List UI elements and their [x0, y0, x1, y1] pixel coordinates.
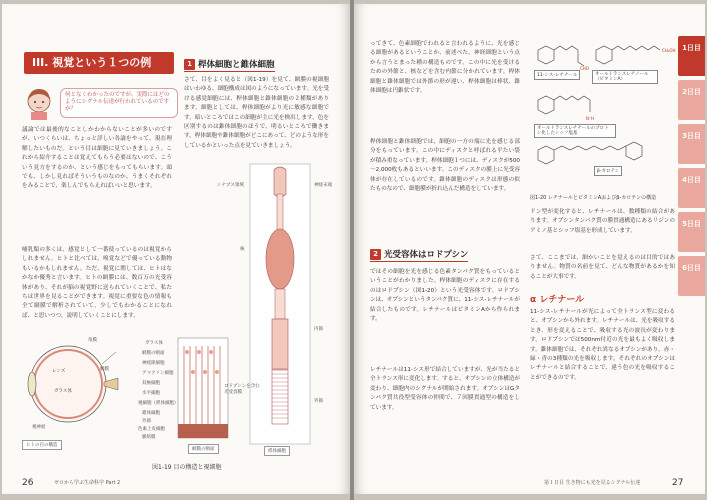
retina-cross-section-diagram	[178, 338, 228, 438]
subsection-3-title: α レチナール	[530, 295, 585, 305]
retina-label-amacrine: アマクリン細胞	[142, 371, 174, 376]
disc-paragraph: 桿体細胞と錐体細胞では、細胞の一方の端に光を感じる部分をもっています。この中にディスクと呼ばれる平たい袋が積み重なっています。桿体細胞１つには、ディスクが500～2,000枚もあるといいます。このディスクの膜上に光受容体が存在しているのです。錐体細胞のディスクは形態の似たものなので、細胞膜が折れ込んだ構造をしています。	[370, 139, 520, 193]
subsection-1-title: 桿体細胞と錐体細胞	[198, 60, 275, 70]
right-running-footer: 第１日目 生き物にも光を見るシグナル伝達	[544, 480, 641, 486]
rod-label-nucleus: 核	[240, 247, 245, 252]
eye-diagram-caption: ヒトの目の構造	[22, 440, 62, 450]
chem-label-schiff-base: オールトランスレチナールのプロトン化したシッフ塩基	[534, 124, 616, 138]
subsection-1-number: 1	[184, 59, 195, 70]
retina-label-vitreous: ガラス体	[145, 341, 163, 346]
rod-label-synapse: シナプス領域	[217, 183, 244, 188]
retina-label-section: 網膜の断面	[142, 351, 165, 356]
summary-paragraph: さて、ここまでは、細かいことを覚えるのは目的ではありません。物質の名前を見て、どんな物質があるかを知ることが大事です。	[530, 255, 675, 280]
question-bubble: 何となくわかったのですが、実際にはどのようにシグナル伝達が行われているのですか？	[60, 88, 178, 118]
day-tab-3[interactable]: 3日目	[678, 124, 705, 164]
svg-text:CHO: CHO	[580, 66, 589, 71]
eye-label-cornea: 角膜	[88, 338, 97, 343]
figure-1-19-caption: 図1-19 目の構造と視細胞	[152, 464, 222, 471]
retina-label-ganglion: 神経節細胞	[142, 361, 165, 366]
chem-label-vitamin-a: オールトランスレチノール（ビタミンA）	[592, 70, 658, 84]
subsection-2-number: 2	[370, 249, 381, 260]
eye-label-lens: レンズ	[52, 369, 66, 374]
svg-text:CH₂OH: CH₂OH	[662, 48, 676, 53]
retinal-isomer-paragraph: レチナールは11-シス形で結合していますが、光が当たると全トランス形に変化します。すると、オプシンの立体構造が変わり、細胞内のシグナルが開始されます。オプシンはGタンパク質共役型受容体の仲間で、７回膜貫通型の構造をしています。	[370, 367, 520, 411]
left-running-footer: ゼロから学ぶ生命科学 Part 2	[54, 480, 121, 486]
subsection-1-heading	[184, 58, 275, 72]
svg-text:N⁺H: N⁺H	[586, 116, 595, 121]
section-title: III. 視覚という１つの例	[24, 52, 174, 74]
eye-label-retina: 網膜	[100, 367, 109, 372]
rod-label-rhodopsin-disc: ロドプシンを含む光受容膜	[224, 384, 260, 395]
rod-diagram-caption: 桿体細胞	[264, 446, 290, 456]
chem-label-11-cis-retinal: 11-シス-レチナール	[534, 70, 580, 80]
eye-label-vitreous: ガラス体	[54, 389, 72, 394]
schiff-base-paragraph: ドン型が変化すると、レチナールは、数種類の結合があります。オプシンタンパク質の膜貫通構造にあるリジンのアミノ基とシッフ塩基を形成しています。	[530, 209, 675, 234]
rod-label-outer-segment: 外節	[314, 399, 323, 404]
right-page	[354, 4, 705, 494]
retina-diagram-caption: 網膜の断面	[188, 444, 219, 454]
student-character-icon	[22, 86, 56, 120]
retina-label-rod: 視細胞（桿体細胞）	[138, 401, 179, 406]
eye-label-optic-nerve: 視神経	[32, 425, 46, 430]
subsection-1-paragraph: さて、目をよく見ると（図1-19）を見て、網膜の視細胞はいわゆる、細胞構成は図のようになっています。光を受ける感覚細胞には、桿体細胞と錐体細胞の２種類があります。細胞としては、桿体細胞がより光に敏感な細胞です。暗いところではこの細胞が主に光を検出します。色を区別するのは錐体細胞のほうで、明るいところで働きます。桿体細胞や錐体細胞がどこにあって、どのような形をしているかといった点を見ていきましょう。	[184, 77, 329, 149]
chem-label-beta-carotene: β-カロテン	[594, 166, 622, 176]
eye-structure-diagram	[18, 334, 118, 434]
left-page	[2, 4, 350, 494]
day-tab-2[interactable]: 2日目	[678, 80, 705, 120]
retina-label-choroid: 脈絡膜	[142, 435, 156, 440]
day-tab-5[interactable]: 5日目	[678, 212, 705, 252]
day-tab-6[interactable]: 6日目	[678, 256, 705, 296]
day-tab-1[interactable]: 1日目	[678, 36, 705, 76]
retina-label-pigment: 色素上皮細胞	[138, 427, 165, 432]
left-page-number: 26	[22, 478, 34, 488]
rhodopsin-paragraph: ではその細胞を光を感じる色素タンパク質をもっているということがわかりました。桿体細胞のディスクに存在するのはロドプシン（図1-20）という光受容体です。ロドプシンは、オプシンというタンパク質に、11-シス-レチナールが結合したものです。レチナールはビタミンAから作られます。	[370, 269, 520, 323]
subsection-2-heading	[370, 248, 468, 262]
rod-continued-paragraph: ってきて、色素細胞でわれると言われるように、光を感じる細胞があるということか、前述べた、神経細胞という点から言うとまった種の構造ものです。この中に光を受けるための外節と、核などを含む内節に分かれています。桿体細胞と錐体細胞では外節の形が違い、桿体細胞は棒状、錐体細胞は円錐状です。	[370, 41, 520, 95]
retina-label-cone: 錐体細胞	[142, 411, 160, 416]
intro-paragraph: 議論では最後的なことしかわからないことが多いのですが、いつくらいは、ちょっと詳しい各論をやって、現在理解したいものだ。という目は細胞に見ていきましょう。これから紹介することは覚えてもらう必要はないので、こういう見方をするのか、という感じをもってもらいます。頭でも、しかし見ればそういうものなのか、うまくそれぞれをみることで、楽しんでもらえればいいと思います。	[22, 127, 172, 190]
right-page-number: 27	[672, 478, 684, 488]
subsection-2-title: 光受容体はロドプシン	[384, 250, 469, 260]
figure-1-20-caption: 図1-20 レチナールとビタミンAおよびβ-カロテンの構造	[530, 195, 657, 201]
day-tab-4[interactable]: 4日目	[678, 168, 705, 208]
retina-label-outer: 外節	[142, 419, 151, 424]
retina-label-bipolar: 双極細胞	[142, 381, 160, 386]
intro-paragraph-2: 哺乳類の多くは、感覚として一番使っているのは視覚からしれません。ヒトと比べては、嗅覚などで優っている動物もいるかもしれません。ただ、視覚に関しては、ヒトはなかなか優秀と言います。ヒトの網膜には、数百万の光受容体があり、それが脳の視覚野に送られていくことで、私たちは世界を見ることができます。視覚に重要な色の情報も全て網膜で解析されていて、少しでもわかることになれば、と思いつつ、説明していくことにします。	[22, 247, 172, 319]
retina-label-horizontal: 水平細胞	[142, 391, 160, 396]
rod-label-inner-segment: 内節	[314, 327, 323, 332]
rod-cell-diagram	[250, 164, 310, 444]
rod-label-nerve-end: 神経末端	[314, 183, 332, 188]
retinal-paragraph: 11-シス-レチナールが光によって全トランス型に変わると、オプシンから外れます。レチナールは、光を吸収するとき、形を変えることで、吸収する光の波長が変わります。ロドプシンでは500nm付近の光を最もよく吸収します。錐体細胞では、それぞれ異なるオプシンがあり、赤・緑・青の3種類の光を吸収します。それぞれのオプシンはレチナールと結合することで、違う色の光を吸収することができるのです。	[530, 309, 675, 381]
